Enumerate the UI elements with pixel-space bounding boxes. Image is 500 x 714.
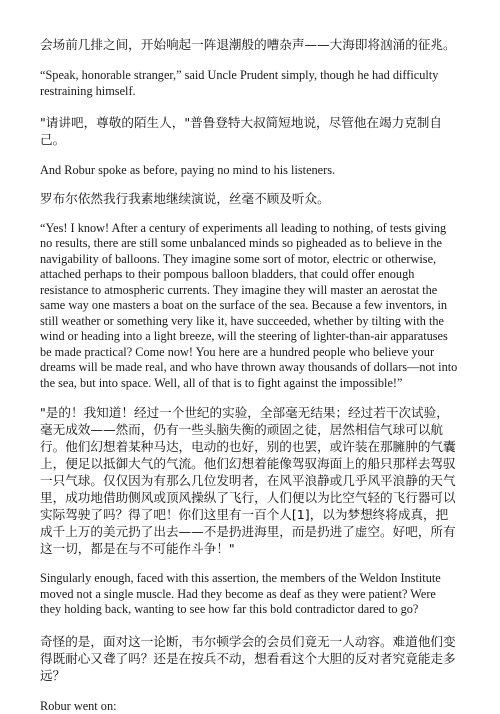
paragraph-en-5: Robur went on:: [40, 699, 460, 714]
paragraph-en-4: Singularly enough, faced with this assertion, the members of the Weldon Institute moved not a single muscle. Had they become as deaf as they were patient? Were they holding back, wanting to see how far this bold contradictor dared to go?: [40, 571, 460, 618]
paragraph-en-2: And Robur spoke as before, paying no mind to his listeners.: [40, 163, 460, 179]
paragraph-en-3: “Yes! I know! After a century of experiments all leading to nothing, of tests giving no results, there are still some unbalanced minds so pigheaded as to believe in the navigability of balloons. They imagine some sort of motor, electric or otherwise, attached perhaps to their pompous balloon bladders, that could offer enough resistance to atmospheric currents. They imagine they will master an aerostat the same way one masters a boat on the surface of the sea. Because a few inventors, in still weather or something very like it, have succeeded, whether by tilting with the wind or heading into a light breeze, will the steering of lighter-than-air apparatuses be made practical? Come now! You here are a hundred people who believe your dreams will be made real, and who have thrown away thousands of dollars—not into the sea, but into space. Well, all of that is to fight against the impossible!”: [40, 221, 460, 392]
paragraph-zh-2: "请讲吧，尊敬的陌生人，"普鲁登特大叔简短地说，尽管他在竭力克制自己。: [40, 114, 460, 148]
paragraph-zh-1: 会场前几排之间，开始响起一阵退潮般的嘈杂声——大海即将汹涌的征兆。: [40, 36, 460, 53]
paragraph-zh-5: 奇怪的是，面对这一论断，韦尔顿学会的会员们竟无一人动容。难道他们变得既耐心又聋了吗？还是在按兵不动，想看看这个大胆的反对者究竟能走多远？: [40, 633, 460, 684]
paragraph-en-1: “Speak, honorable stranger,” said Uncle Prudent simply, though he had difficulty restraining himself.: [40, 68, 460, 99]
paragraph-zh-4: "是的！我知道！经过一个世纪的实验，全部毫无结果；经过若干次试验，毫无成效——然而，仍有一些头脑失衡的顽固之徒，居然相信气球可以航行。他们幻想着某种马达，电动的也好，别的也罢，或许装在那臃肿的气囊上，便足以抵御大气的气流。他们幻想着能像驾驭海面上的船只那样去驾驭一只气球。仅仅因为有那么几位发明者，在风平浪静或几乎风平浪静的天气里，成功地借助侧风或顶风操纵了飞行，人们便以为比空气轻的飞行器可以实际驾驶了吗？得了吧！你们这里有一百个人[1]，以为梦想终将成真，把成千上万的美元扔了出去——不是扔进海里，而是扔进了虚空。好吧，所有这一切，都是在与不可能作斗争！": [40, 404, 460, 557]
paragraph-zh-3: 罗布尔依然我行我素地继续演说，丝毫不顾及听众。: [40, 190, 460, 207]
document-page: [40, 36, 460, 714]
